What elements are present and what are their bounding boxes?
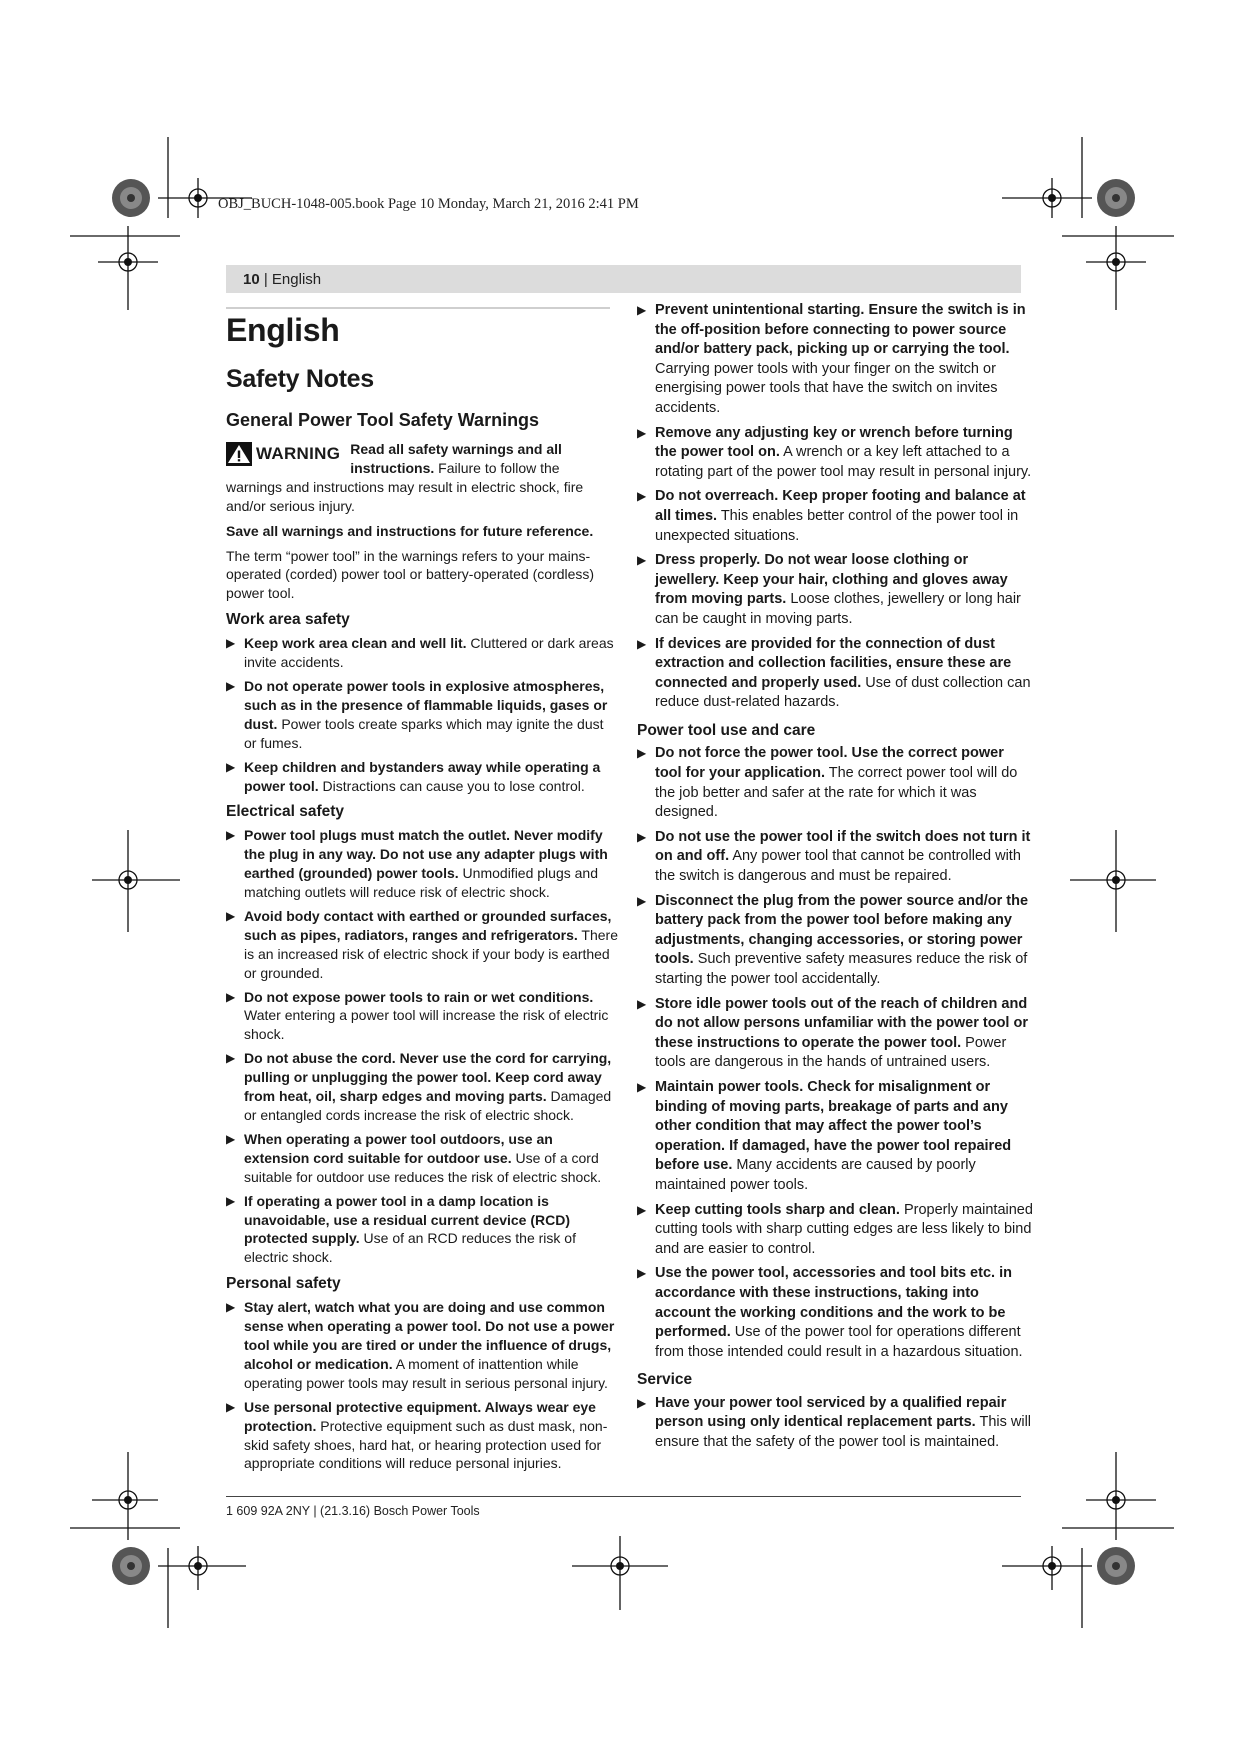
bullet-lead: Do not operate power tools in explosive atmospheres, such as in the presence of flammable liquids, gases or dust.	[244, 677, 608, 732]
save-note: Save all warnings and instructions for future reference.	[226, 522, 594, 539]
bullet-lead: Do not force the power tool. Use the correct power tool for your application.	[655, 745, 1004, 782]
bullet-lead: Do not expose power tools to rain or wet conditions.	[244, 988, 594, 1005]
bullet-text: This enables better control of the power tool in unexpected situations.	[655, 507, 1019, 544]
bullet-text: This will ensure that the safety of the power tool is maintained.	[655, 1414, 1032, 1451]
bullet-arrow-icon: ▶	[226, 1131, 236, 1146]
subsection-title: General Power Tool Safety Warnings	[226, 410, 540, 430]
warning-block	[226, 440, 618, 516]
bullet-text: Use of an RCD reduces the risk of electric shock.	[244, 1230, 576, 1266]
bullet-item	[637, 1394, 1033, 1453]
header-separator: |	[259, 271, 272, 288]
bullet-item	[637, 828, 1033, 887]
bullet-text: Protective equipment such as dust mask, non-skid safety shoes, hard hat, or hearing protection used for appropriate conditions will reduce personal injuries.	[244, 1417, 608, 1472]
bullet-arrow-icon: ▶	[637, 303, 647, 317]
bullet-item	[226, 988, 618, 1045]
bullet-arrow-icon: ▶	[637, 893, 647, 908]
bullet-text: Many accidents are caused by poorly maintained power tools.	[655, 1157, 976, 1193]
bullet-arrow-icon: ▶	[226, 828, 236, 843]
bullet-item	[637, 551, 1033, 629]
group-heading: Service	[637, 1371, 693, 1389]
warning-icon	[226, 442, 252, 466]
bullet-text: A moment of inattention while operating power tools may result in serious personal injury.	[244, 1355, 608, 1391]
warning-label	[226, 442, 340, 466]
bullet-item	[226, 1398, 618, 1474]
bullet-lead: If devices are provided for the connection of dust extraction and collection facilities, ensure these are connected and properly used.	[655, 635, 1012, 691]
bullet-arrow-icon: ▶	[637, 1079, 647, 1094]
bullet-text: A wrench or a key left attached to a rotating part of the power tool may result in personal injury.	[655, 444, 1032, 480]
file-header: OBJ_BUCH-1048-005.book Page 10 Monday, March 21, 2016 2:41 PM	[218, 196, 639, 212]
bullet-text: Water entering a power tool will increase the risk of electric shock.	[244, 1007, 609, 1043]
bullet-text: Power tools create sparks which may ignite the dust or fumes.	[244, 715, 604, 751]
bullet-text: Loose clothes, jewellery or long hair can be caught in moving parts.	[655, 591, 1021, 627]
bullet-lead: Keep work area clean and well lit.	[244, 635, 467, 652]
bullet-lead: Keep cutting tools sharp and clean.	[655, 1201, 900, 1218]
bullet-lead: When operating a power tool outdoors, use an extension cord suitable for outdoor use.	[244, 1130, 553, 1166]
bullet-item	[226, 907, 618, 983]
bullet-item	[226, 1049, 618, 1125]
bullet-arrow-icon: ▶	[637, 1266, 647, 1281]
bullet-item	[637, 635, 1033, 713]
bullet-text: There is an increased risk of electric shock if your body is earthed or grounded.	[244, 926, 619, 981]
bullet-lead: Prevent unintentional starting. Ensure the switch is in the off-position before connecting to power source and/or battery pack, picking up or carrying the tool.	[655, 302, 1026, 358]
bullet-text: Power tools are dangerous in the hands of untrained users.	[655, 1034, 1007, 1071]
header-language: English	[271, 271, 322, 288]
bullet-arrow-icon: ▶	[226, 989, 236, 1004]
bullet-item	[637, 995, 1033, 1073]
footer-text: 1 609 92A 2NY | (21.3.16) Bosch Power Tools	[226, 1504, 480, 1518]
bullet-arrow-icon: ▶	[637, 553, 647, 568]
bullet-text: Properly maintained cutting tools with sharp cutting edges are less likely to bind and are easier to control.	[655, 1201, 1033, 1257]
bullet-text: Use of a cord suitable for outdoor use reduces the risk of electric shock.	[244, 1149, 602, 1185]
bullet-arrow-icon: ▶	[226, 1193, 236, 1208]
bullet-lead: Disconnect the plug from the power source and/or the battery pack from the power tool before making any adjustments, changing accessories, or storing power tools.	[655, 892, 1029, 968]
bullet-text: Unmodified plugs and matching outlets will reduce risk of electric shock.	[244, 865, 598, 901]
bullet-arrow-icon: ▶	[637, 1395, 647, 1410]
bullet-item	[637, 487, 1033, 546]
bullet-item	[226, 634, 618, 672]
bullet-lead: Do not abuse the cord. Never use the cord for carrying, pulling or unplugging the power tool. Keep cord away from heat, oil, sharp edges and moving parts.	[244, 1050, 612, 1105]
bullet-item	[226, 826, 618, 902]
bullet-text: Such preventive safety measures reduce the risk of starting the power tool accidentally.	[655, 951, 1028, 987]
bullet-text: Any power tool that cannot be controlled with the switch is dangerous and must be repaired.	[655, 848, 1021, 885]
right-top-items	[637, 301, 1033, 713]
bullet-text: The correct power tool will do the job better and safer at the rate for which it was designed.	[655, 765, 1018, 821]
bullet-item	[637, 744, 1033, 822]
bullet-lead: Stay alert, watch what you are doing and use common sense when operating a power tool. Do not use a power tool while you are tired or under the influence of drugs, alcohol or medication.	[244, 1299, 615, 1372]
bullet-lead: Keep children and bystanders away while operating a power tool.	[244, 758, 601, 794]
bullet-arrow-icon: ▶	[226, 759, 236, 774]
warning-text: Failure to follow the warnings and instructions may result in electric shock, fire and/or serious injury.	[226, 459, 584, 514]
bullet-item	[226, 758, 618, 796]
bullet-arrow-icon: ▶	[226, 908, 236, 923]
footer-rule	[226, 1496, 1021, 1497]
bullet-arrow-icon: ▶	[637, 489, 647, 504]
bullet-item	[226, 677, 618, 753]
bullet-lead: Remove any adjusting key or wrench before turning the power tool on.	[655, 424, 1013, 461]
group-heading: Power tool use and care	[637, 721, 816, 739]
warning-word: WARNING	[256, 443, 341, 463]
bullet-arrow-icon: ▶	[637, 636, 647, 651]
bullet-lead: Use personal protective equipment. Always wear eye protection.	[244, 1398, 596, 1434]
page-title: English	[226, 312, 340, 348]
bullet-lead: Do not overreach. Keep proper footing and balance at all times.	[655, 488, 1026, 524]
bullet-arrow-icon: ▶	[637, 1202, 647, 1217]
bullet-arrow-icon: ▶	[637, 746, 647, 761]
bullet-item	[637, 892, 1033, 990]
bullet-text: Distractions can cause you to lose control.	[318, 777, 585, 794]
bullet-lead: Do not use the power tool if the switch does not turn it on and off.	[655, 828, 1031, 865]
bullet-lead: Power tool plugs must match the outlet. Never modify the plug in any way. Do not use any adapter plugs with earthed (grounded) power tools.	[244, 827, 608, 882]
bullet-text: Use of the power tool for operations different from those intended could result in a hazardous situation.	[655, 1324, 1023, 1360]
bullet-item	[637, 424, 1033, 483]
bullet-arrow-icon: ▶	[226, 636, 236, 651]
bullet-lead: If operating a power tool in a damp location is unavoidable, use a residual current device (RCD) protected supply.	[244, 1192, 570, 1247]
left-column	[226, 300, 618, 1478]
bullet-item	[637, 301, 1033, 419]
bullet-text: Cluttered or dark areas invite accidents.	[244, 635, 614, 671]
term-note: The term “power tool” in the warnings refers to your mains-operated (corded) power tool or battery-operated (cordless) power tool.	[226, 547, 595, 602]
right-column	[637, 301, 1033, 1458]
bullet-item	[226, 1192, 618, 1268]
bullet-text: Carrying power tools with your finger on the switch or energising power tools that have the switch on invites accidents.	[655, 360, 998, 416]
bullet-text: Damaged or entangled cords increase the risk of electric shock.	[244, 1088, 612, 1123]
page-header	[243, 271, 321, 288]
bullet-arrow-icon: ▶	[226, 678, 236, 693]
bullet-lead: Use the power tool, accessories and tool bits etc. in accordance with these instructions, taking into account the working conditions and the work to be performed.	[655, 1265, 1012, 1341]
bullet-item	[637, 1264, 1033, 1362]
left-groups	[226, 611, 618, 1473]
bullet-arrow-icon: ▶	[226, 1051, 236, 1066]
bullet-arrow-icon: ▶	[637, 829, 647, 844]
group-heading: Electrical safety	[226, 803, 345, 821]
bullet-lead: Avoid body contact with earthed or grounded surfaces, such as pipes, radiators, ranges and refrigerators.	[244, 907, 612, 943]
bullet-arrow-icon: ▶	[226, 1300, 236, 1315]
bullet-item	[637, 1078, 1033, 1196]
bullet-lead: Maintain power tools. Check for misalignment or binding of moving parts, breakage of parts and any other condition that may affect the power tool’s operation. If damaged, have the power tool repaired before use.	[655, 1078, 1012, 1174]
page-header-band	[226, 265, 1021, 293]
bullet-text: Use of dust collection can reduce dust-related hazards.	[655, 674, 1031, 711]
bullet-lead: Store idle power tools out of the reach of children and do not allow persons unfamiliar with the power tool or these instructions to operate the power tool.	[655, 995, 1028, 1051]
section-title: Safety Notes	[226, 365, 374, 393]
warning-lead: Read all safety warnings and all instructions.	[350, 441, 562, 476]
right-groups	[637, 721, 1033, 1453]
bullet-item	[226, 1298, 618, 1393]
bullet-arrow-icon: ▶	[637, 996, 647, 1011]
bullet-arrow-icon: ▶	[226, 1399, 236, 1414]
group-heading: Work area safety	[226, 611, 350, 629]
bullet-arrow-icon: ▶	[637, 425, 647, 440]
group-heading: Personal safety	[226, 1275, 341, 1293]
bullet-lead: Dress properly. Do not wear loose clothing or jewellery. Keep your hair, clothing and gloves away from moving parts.	[655, 552, 1008, 608]
bullet-item	[637, 1201, 1033, 1260]
bullet-lead: Have your power tool serviced by a qualified repair person using only identical replacement parts.	[655, 1394, 1007, 1431]
bullet-item	[226, 1130, 618, 1187]
page-number: 10	[243, 271, 260, 288]
